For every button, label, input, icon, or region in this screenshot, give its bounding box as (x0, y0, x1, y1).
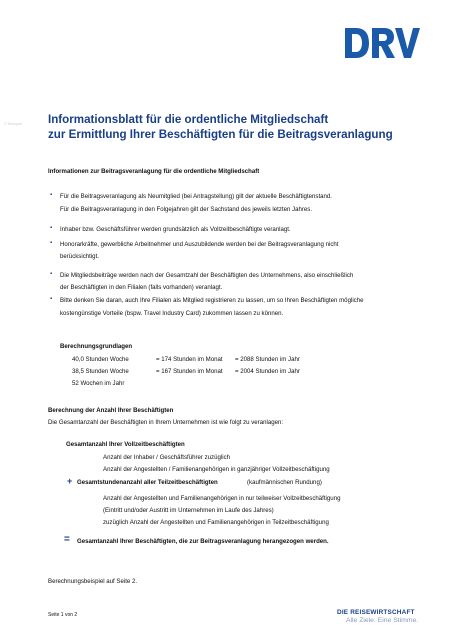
watermark-text: © Beispiel (4, 121, 23, 126)
footer-tagline: Alle Ziele. Eine Stimme. (346, 617, 419, 624)
basis-row-1-c: = 2088 Stunden im Jahr (235, 356, 300, 363)
title-line-1: Informationsblatt für die ordentliche Mitgliedschaft (48, 113, 329, 126)
bullet-icon: ▪ (50, 240, 53, 246)
result-text: Gesamtanzahl Ihrer Beschäftigten, die zur Beitragsveranlagung herangezogen werden. (77, 538, 329, 545)
parttime-note: (kaufmännischen Rundung) (247, 479, 322, 486)
bullet-icon: ▪ (50, 225, 53, 231)
bullet-2-line-1: Inhaber bzw. Geschäftsführer werden grundsätzlich als Vollzeitbeschäftigte veranlagt. (60, 226, 291, 233)
bullet-icon: ▪ (50, 271, 53, 277)
section-heading: Informationen zur Beitragsveranlagung für die ordentliche Mitgliedschaft (48, 168, 260, 175)
calc-heading: Berechnung der Anzahl Ihrer Beschäftigten (48, 407, 174, 414)
bullet-4-line-2: der Beschäftigten in den Filialen (falls vorhanden) veranlagt. (60, 284, 223, 291)
basis-heading: Berechnungsgrundlagen (60, 343, 133, 350)
basis-row-2-c: = 2004 Stunden im Jahr (235, 368, 300, 375)
bullet-5-line-1: Bitte denken Sie daran, auch Ihre Filialen als Mitglied registrieren zu lassen, um so Ihren Beschäftigten mögliche (60, 297, 364, 304)
basis-row-1-b: = 174 Stunden im Monat (156, 356, 223, 363)
fulltime-line-2: Anzahl der Angestellten / Familienangehörigen in ganzjähriger Vollzeitbeschäftigung (103, 466, 330, 473)
page-number: Seite 1 von 2 (48, 612, 78, 618)
fulltime-heading: Gesamtanzahl Ihrer Vollzeitbeschäftigten (66, 441, 185, 448)
example-note: Berechnungsbeispiel auf Seite 2. (48, 578, 138, 585)
basis-row-3-a: 52 Wochen im Jahr (72, 380, 125, 387)
bullet-1-line-1: Für die Beitragsveranlagung als Neumitglied (bei Antragstellung) gilt der aktuelle Beschäftigtenstand. (60, 193, 333, 200)
bullet-3-line-1: Honorarkräfte, gewerbliche Arbeitnehmer und Auszubildende werden bei der Beitragsveranlagung nicht (60, 241, 339, 248)
bullet-icon: ▪ (50, 296, 53, 302)
basis-row-2-a: 38,5 Stunden Woche (72, 368, 129, 375)
document-title (48, 112, 428, 142)
bullet-5-line-2: kostengünstige Vorteile (bspw. Travel Industry Card) zukommen lassen zu können. (60, 310, 284, 317)
parttime-heading: Gesamtstundenanzahl aller Teilzeitbeschäftigten (77, 479, 218, 486)
parttime-line-2: (Eintritt und/oder Austritt im Unternehmen im Laufe des Jahres) (103, 507, 274, 514)
basis-row-1-a: 40,0 Stunden Woche (72, 356, 129, 363)
equals-symbol: = (64, 534, 70, 545)
plus-symbol: + (67, 476, 73, 486)
parttime-line-3: zuzüglich Anzahl der Angestellten und Familienangehörigen in Teilzeitbeschäftigung (103, 519, 329, 526)
bullet-4-line-1: Die Mitgliedsbeiträge werden nach der Gesamtzahl der Beschäftigten des Unternehmens, also einschließlich (60, 272, 354, 279)
basis-row-2-b: = 167 Stunden im Monat (156, 368, 223, 375)
bullet-3-line-2: berücksichtigt. (60, 253, 99, 260)
drv-logo (344, 27, 420, 59)
parttime-line-1: Anzahl der Angestellten und Familienangehörigen in nur teilweiser Vollzeitbeschäftigung (103, 495, 341, 502)
calc-intro: Die Gesamtanzahl der Beschäftigten in Ihrem Unternehmen ist wie folgt zu veranlagen: (48, 419, 284, 426)
title-line-2: zur Ermittlung Ihrer Beschäftigten für die Beitragsveranlagung (48, 128, 393, 141)
bullet-icon: ▪ (50, 192, 53, 198)
footer-brand: DIE REISEWIRTSCHAFT (337, 609, 415, 616)
bullet-1-line-2: Für die Beitragsveranlagung in den Folgejahren gilt der Sachstand des jeweils letzten Jahres. (60, 206, 313, 213)
fulltime-line-1: Anzahl der Inhaber / Geschäftsführer zuzüglich (103, 454, 231, 461)
